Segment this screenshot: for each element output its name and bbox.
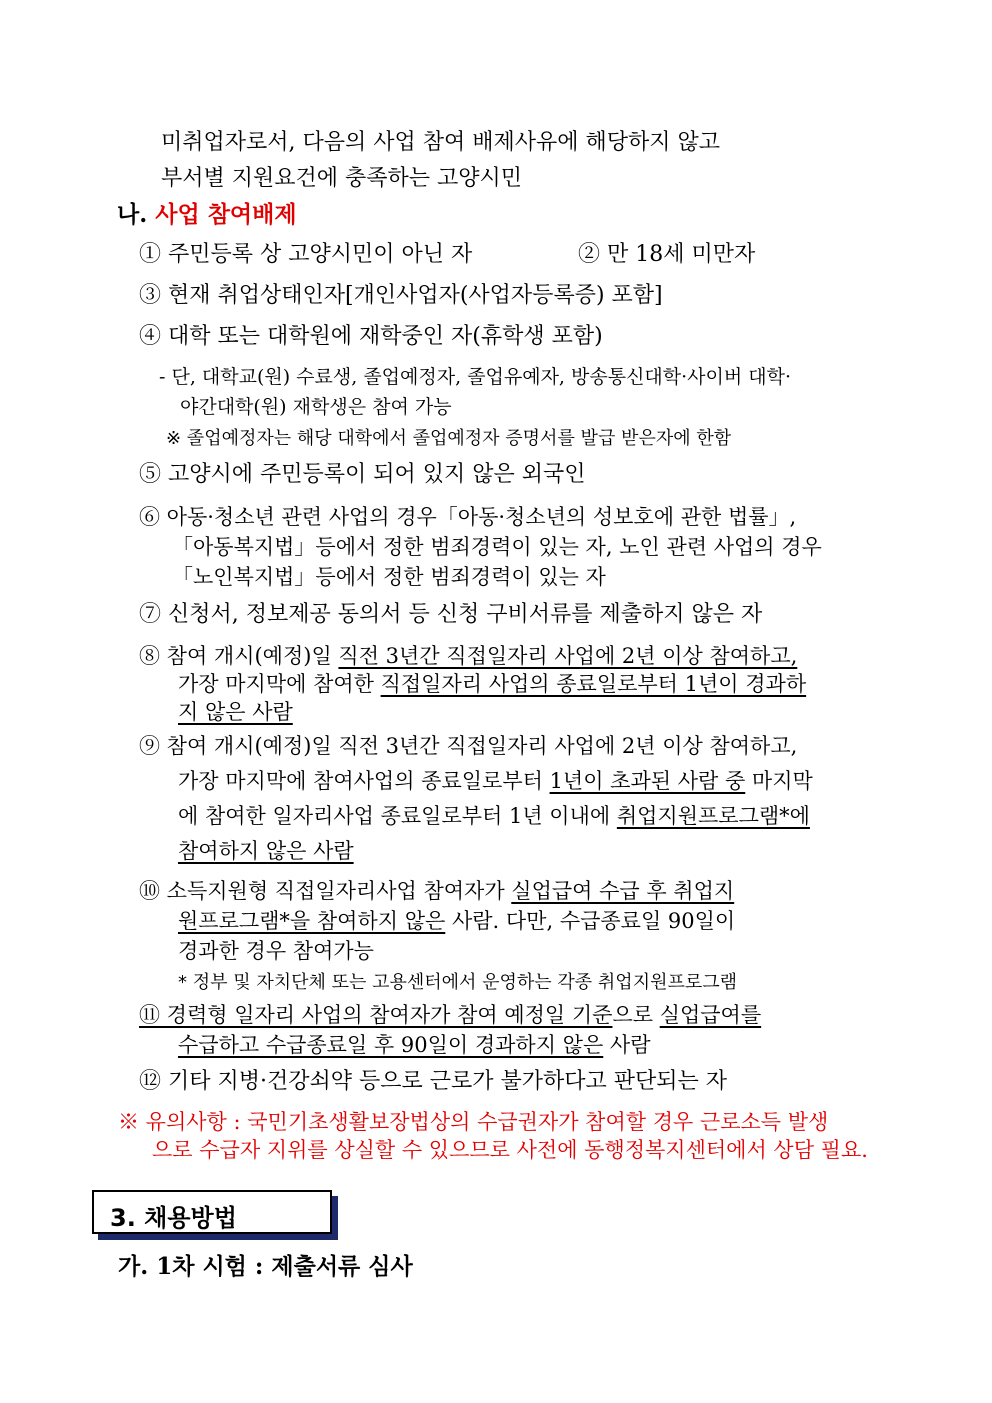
- item-7: ⑦ 신청서, 정보제공 동의서 등 신청 구비서류를 제출하지 않은 자: [139, 602, 763, 627]
- item-9-line-3-a: 에 참여한 일자리사업 종료일로부터 1년 이내에: [178, 804, 617, 828]
- intro-line-1: 미취업자로서, 다음의 사업 참여 배제사유에 해당하지 않고: [161, 130, 721, 155]
- item-2: ② 만 18세 미만자: [578, 242, 756, 267]
- item-9-line-2-a: 가장 마지막에 참여사업의 종료일로부터: [178, 769, 550, 793]
- item-1: ① 주민등록 상 고양시민이 아닌 자: [139, 242, 473, 267]
- item-10-line-2-b: 사람. 다만, 수급종료일 90일이: [445, 909, 736, 933]
- section-ga-heading: 가. 1차 시험 : 제출서류 심사: [118, 1253, 413, 1280]
- item-6-line-1: ⑥ 아동·청소년 관련 사업의 경우「아동·청소년의 성보호에 관한 법률」,: [139, 505, 797, 529]
- item-11-line-2: [178, 1030, 651, 1060]
- item-11-line-1: [139, 1000, 761, 1030]
- item-9-line-2-c: 마지막: [745, 769, 813, 793]
- item-10-line-3: 경과한 경우 참여가능: [178, 939, 374, 963]
- item-11-line-2-b: 사람: [603, 1033, 651, 1057]
- item-8-line-2-b: 직접일자리 사업의 종료일로부터 1년이 경과하: [380, 672, 807, 696]
- item-12: ⑫ 기타 지병·건강쇠약 등으로 근로가 불가하다고 판단되는 자: [139, 1069, 727, 1094]
- item-9-line-2: [178, 766, 813, 796]
- item-5: ⑤ 고양시에 주민등록이 되어 있지 않은 외국인: [139, 462, 586, 487]
- item-4-note: ※ 졸업예정자는 해당 대학에서 졸업예정자 증명서를 발급 받은자에 한함: [166, 428, 732, 449]
- item-11-line-1-b: 으로: [612, 1003, 660, 1027]
- item-10-line-2-a: 원프로그램*을 참여하지 않은: [178, 909, 446, 933]
- section-na-prefix: 나.: [117, 201, 148, 228]
- caution-line-1: ※ 유의사항 : 국민기초생활보장법상의 수급권자가 참여할 경우 근로소득 발생: [118, 1110, 829, 1134]
- item-11-line-1-a: ⑪ 경력형 일자리 사업의 참여자가 참여 예정일 기준: [139, 1003, 613, 1027]
- item-9-line-3: [178, 801, 810, 831]
- item-11-line-2-a: 수급하고 수급종료일 후 90일이 경과하지 않은: [178, 1033, 604, 1057]
- item-9-line-1: ⑨ 참여 개시(예정)일 직전 3년간 직접일자리 사업에 2년 이상 참여하고,: [139, 734, 798, 758]
- item-10-line-2: [178, 906, 735, 936]
- section-na-title: 사업 참여배제: [155, 201, 297, 228]
- item-4-sub-2: 야간대학(원) 재학생은 참여 가능: [180, 396, 452, 418]
- item-8-line-1-b: 직전 3년간 직접일자리 사업에 2년 이상 참여하고,: [338, 644, 798, 668]
- item-8-line-2: [178, 669, 806, 699]
- item-9-line-2-b: 1년이 초과된 사람 중: [549, 769, 746, 793]
- item-10-line-1-a: ⑩ 소득지원형 직접일자리사업 참여자가: [139, 879, 512, 903]
- item-6-line-3: 「노인복지법」등에서 정한 범죄경력이 있는 자: [172, 565, 606, 589]
- section-3-title: 3. 채용방법: [110, 1204, 237, 1232]
- item-9-line-4: 참여하지 않은 사람: [178, 839, 354, 863]
- item-4: ④ 대학 또는 대학원에 재학중인 자(휴학생 포함): [139, 324, 603, 349]
- section-3-box: [92, 1190, 332, 1234]
- item-3: ③ 현재 취업상태인자[개인사업자(사업자등록증) 포함]: [139, 283, 663, 308]
- item-8-line-1: [139, 641, 797, 671]
- caution-line-2: 으로 수급자 지위를 상실할 수 있으므로 사전에 동행정복지센터에서 상담 필요.: [152, 1138, 868, 1162]
- item-10-note: * 정부 및 자치단체 또는 고용센터에서 운영하는 각종 취업지원프로그램: [178, 972, 738, 993]
- item-11-line-1-c: 실업급여를: [659, 1003, 762, 1027]
- item-8-line-3: 지 않은 사람: [178, 700, 293, 724]
- item-8-line-2-a: 가장 마지막에 참여한: [178, 672, 381, 696]
- item-10-line-1-b: 실업급여 수급 후 취업지: [511, 879, 735, 903]
- item-4-sub-1: - 단, 대학교(원) 수료생, 졸업예정자, 졸업유예자, 방송통신대학·사이버 대학·: [159, 366, 792, 388]
- item-6-line-2: 「아동복지법」등에서 정한 범죄경력이 있는 자, 노인 관련 사업의 경우: [172, 535, 822, 559]
- intro-line-2: 부서별 지원요건에 충족하는 고양시민: [161, 166, 523, 191]
- item-8-line-1-a: ⑧ 참여 개시(예정)일: [139, 644, 339, 668]
- section-na-heading: [117, 200, 297, 230]
- item-10-line-1: [139, 876, 734, 906]
- item-9-line-3-b: 취업지원프로그램*에: [616, 804, 810, 828]
